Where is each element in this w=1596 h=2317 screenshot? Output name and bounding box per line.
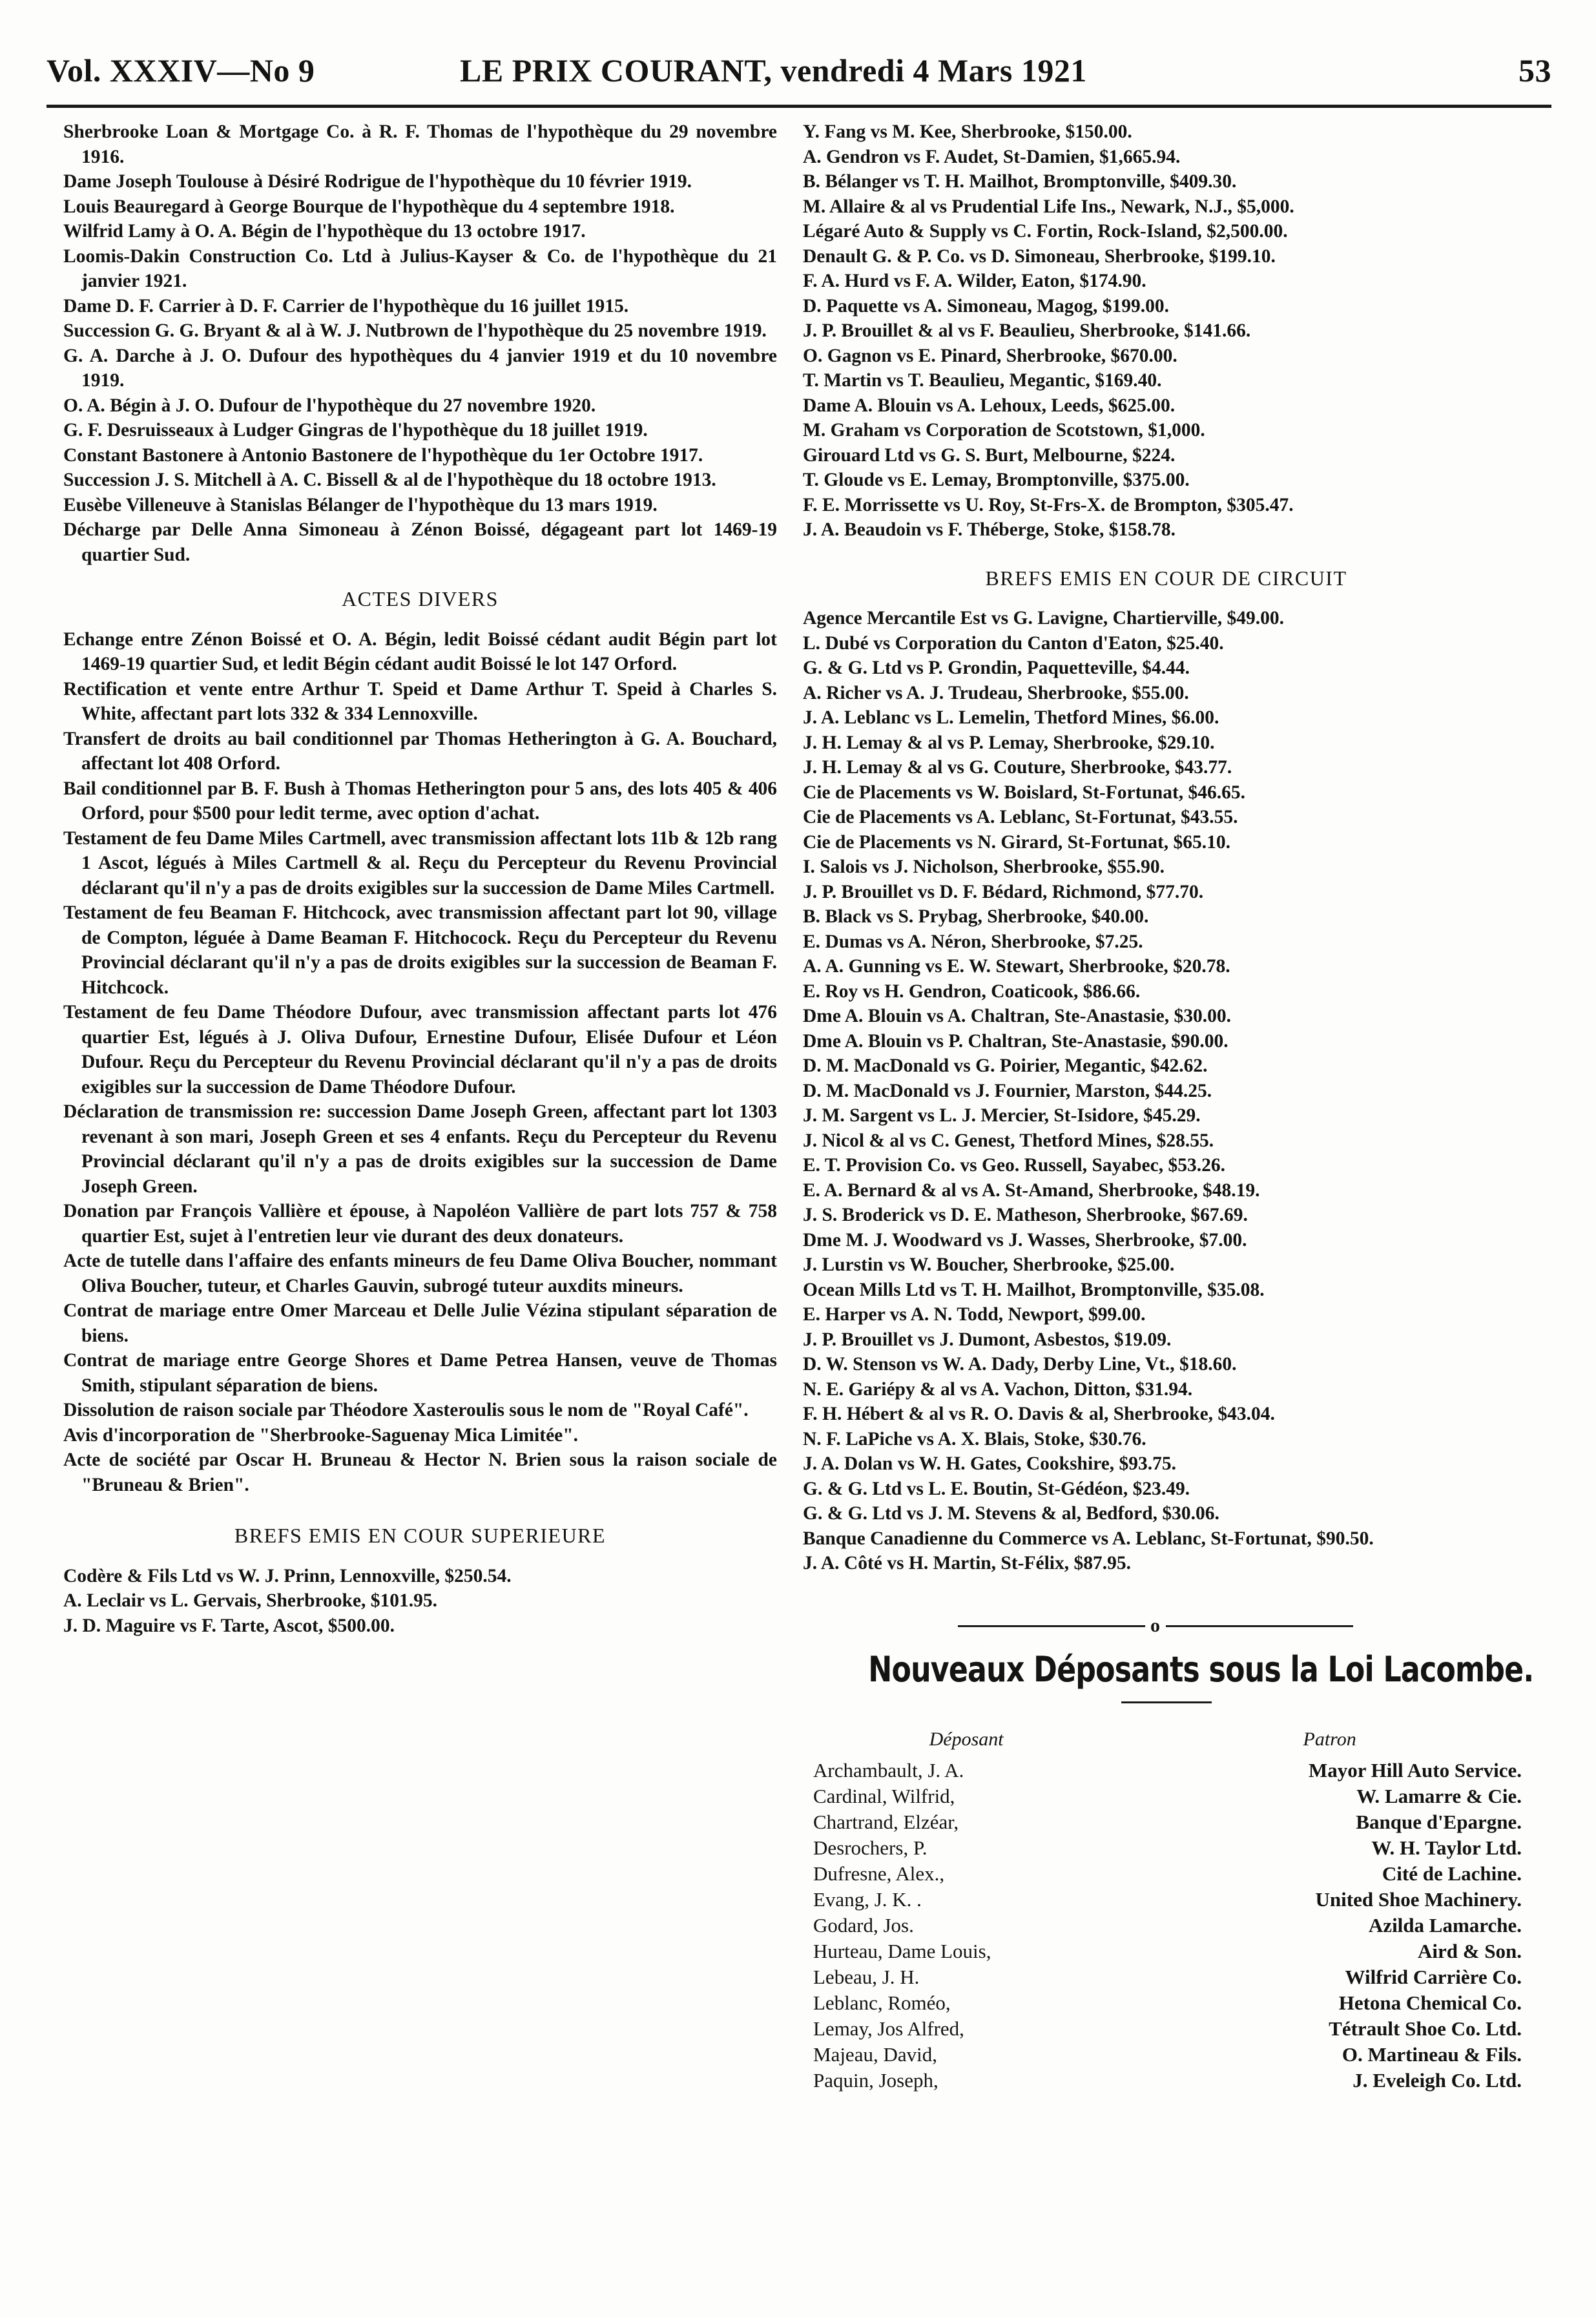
acte-entry: Acte de société par Oscar H. Bruneau & Hector N. Brien sous la raison sociale de "Bruneau & Brien". [63, 1449, 777, 1495]
bref-entry: J. A. Côté vs H. Martin, St-Félix, $87.95. [803, 1553, 1131, 1574]
bref-entry: Dame A. Blouin vs A. Lehoux, Leeds, $625.00. [803, 395, 1176, 416]
divider-line-right [1166, 1625, 1353, 1627]
bref-entry: Banque Canadienne du Commerce vs A. Leblanc, St-Fortunat, $90.50. [803, 1528, 1374, 1549]
hypotheque-entry: Succession J. S. Mitchell à A. C. Bissell & al de l'hypothèque du 18 octobre 1913. [63, 470, 716, 490]
hypotheque-entry: Loomis-Dakin Construction Co. Ltd à Julius-Kayser & Co. de l'hypothèque du 21 janvier 1921. [63, 245, 777, 291]
patron-name: Azilda Lamarche. [1368, 1914, 1522, 1937]
bref-entry: N. F. LaPiche vs A. X. Blais, Stoke, $30.76. [803, 1428, 1146, 1449]
bref-entry: D. W. Stenson vs W. A. Dady, Derby Line, Vt., $18.60. [803, 1354, 1237, 1375]
hypotheque-entry: Eusèbe Villeneuve à Stanislas Bélanger de l'hypothèque du 13 mars 1919. [63, 494, 658, 515]
acte-entry: Acte de tutelle dans l'affaire des enfants mineurs de feu Dame Oliva Boucher, nommant Oliva Boucher, tuteur, et Charles Gauvin, subrogé tuteur auxdits mineurs. [63, 1251, 777, 1296]
acte-entry: Rectification et vente entre Arthur T. Speid et Dame Arthur T. Speid à Charles S. White, affectant part lots 332 & 334 Lennoxville. [63, 678, 777, 724]
bref-entry: Légaré Auto & Supply vs C. Fortin, Rock-Island, $2,500.00. [803, 221, 1288, 242]
bref-entry: Ocean Mills Ltd vs T. H. Mailhot, Bromptonville, $35.08. [803, 1279, 1265, 1300]
bref-entry: Dme A. Blouin vs P. Chaltran, Ste-Anastasie, $90.00. [803, 1030, 1228, 1052]
table-row [803, 1758, 1529, 1783]
table-row [803, 1913, 1529, 1938]
bref-entry: Cie de Placements vs A. Leblanc, St-Fortunat, $43.55. [803, 807, 1238, 827]
bref-entry: A. Gendron vs F. Audet, St-Damien, $1,665.94. [803, 146, 1181, 167]
hypotheque-entry: Wilfrid Lamy à O. A. Bégin de l'hypothèque du 13 octobre 1917. [63, 221, 586, 242]
bref-entry: D. M. MacDonald vs G. Poirier, Megantic, $42.62. [803, 1055, 1208, 1076]
bref-entry: Agence Mercantile Est vs G. Lavigne, Chartierville, $49.00. [803, 608, 1285, 629]
acte-entry: Contrat de mariage entre George Shores et Dame Petrea Hansen, veuve de Thomas Smith, stipulant séparation de biens. [63, 1350, 777, 1396]
bref-entry: J. A. Dolan vs W. H. Gates, Cookshire, $93.75. [803, 1453, 1177, 1474]
volume-number: Vol. XXXIV—No 9 [47, 52, 315, 88]
bref-entry: A. A. Gunning vs E. W. Stewart, Sherbrooke, $20.78. [803, 956, 1230, 977]
hypotheque-entry: Sherbrooke Loan & Mortgage Co. à R. F. Thomas de l'hypothèque du 29 novembre 1916. [63, 121, 777, 167]
acte-entry: Testament de feu Dame Théodore Dufour, avec transmission affectant parts lot 476 quartier Est, légués à J. Oliva Dufour, Ernestine Dufour, Elisée Dufour et Léon Dufour. Reçu du Percepteur du Revenu Provincial déclarant qu'il n'y a pas de droits exigibles sur la succession de Dame Théodore Dufour. [63, 1002, 777, 1097]
deposants-rows [803, 1758, 1529, 2094]
header-rule [47, 105, 1551, 108]
acte-entry: Déclaration de transmission re: succession Dame Joseph Green, affectant part lot 1303 revenant à son mari, Joseph Green et ses 4 enfants. Reçu du Percepteur du Revenu Provincial déclarant qu'il n'y a pas de droits exigibles sur la succession de Dame Joseph Green. [63, 1101, 777, 1197]
bref-entry: B. Black vs S. Prybag, Sherbrooke, $40.00. [803, 906, 1149, 927]
bref-entry: L. Dubé vs Corporation du Canton d'Eaton, $25.40. [803, 632, 1224, 654]
bref-entry: E. Roy vs H. Gendron, Coaticook, $86.66. [803, 981, 1141, 1002]
table-row [803, 2016, 1529, 2042]
hypotheque-entry: Dame D. F. Carrier à D. F. Carrier de l'hypothèque du 16 juillet 1915. [63, 295, 629, 317]
table-row [803, 1990, 1529, 2016]
bref-entry: J. A. Leblanc vs L. Lemelin, Thetford Mines, $6.00. [803, 707, 1219, 728]
deposants-table [803, 1727, 1529, 2094]
patron-name: Banque d'Epargne. [1356, 1811, 1522, 1833]
patron-name: Wilfrid Carrière Co. [1345, 1966, 1522, 1988]
actes-divers-heading: ACTES DIVERS [342, 587, 499, 610]
bref-entry: J. H. Lemay & al vs G. Couture, Sherbrooke, $43.77. [803, 757, 1232, 778]
bref-entry: J. H. Lemay & al vs P. Lemay, Sherbrooke, $29.10. [803, 732, 1215, 753]
bref-entry: Dme A. Blouin vs A. Chaltran, Ste-Anastasie, $30.00. [803, 1006, 1231, 1026]
hypotheque-entry: Succession G. G. Bryant & al à W. J. Nutbrown de l'hypothèque du 25 novembre 1919. [63, 320, 767, 341]
patron-name: Tétrault Shoe Co. Ltd. [1329, 2017, 1522, 2040]
deposant-name: Godard, Jos. [813, 1914, 914, 1937]
left-column [63, 119, 777, 1638]
hypotheque-entry: Dame Joseph Toulouse à Désiré Rodrigue de l'hypothèque du 10 février 1919. [63, 171, 692, 192]
deposant-name: Lebeau, J. H. [813, 1966, 920, 1988]
bref-entry: Codère & Fils Ltd vs W. J. Prinn, Lennoxville, $250.54. [63, 1565, 512, 1586]
deposant-name: Paquin, Joseph, [813, 2069, 938, 2092]
bref-entry: D. M. MacDonald vs J. Fournier, Marston, $44.25. [803, 1080, 1212, 1101]
table-row [803, 2042, 1529, 2068]
table-row [803, 1861, 1529, 1887]
bref-entry: Girouard Ltd vs G. S. Burt, Melbourne, $224. [803, 444, 1176, 466]
deposant-name: Hurteau, Dame Louis, [813, 1940, 991, 1962]
cour-circuit-list [803, 606, 1529, 1576]
deposant-name: Evang, J. K. . [813, 1888, 922, 1911]
patron-name: Mayor Hill Auto Service. [1308, 1759, 1522, 1782]
bref-entry: J. P. Brouillet & al vs F. Beaulieu, Sherbrooke, $141.66. [803, 320, 1251, 341]
divider-line-left [958, 1625, 1145, 1627]
newspaper-title-date: LE PRIX COURANT, vendredi 4 Mars 1921 [460, 52, 1087, 88]
table-row [803, 1964, 1529, 1990]
patron-name: J. Eveleigh Co. Ltd. [1352, 2069, 1522, 2092]
bref-entry: A. Leclair vs L. Gervais, Sherbrooke, $101.95. [63, 1590, 438, 1611]
table-row [803, 1938, 1529, 1964]
acte-entry: Dissolution de raison sociale par Théodore Xasteroulis sous le nom de "Royal Café". [63, 1400, 749, 1420]
bref-entry: Y. Fang vs M. Kee, Sherbrooke, $150.00. [803, 121, 1132, 142]
patron-name: W. H. Taylor Ltd. [1371, 1836, 1522, 1859]
bref-entry: Cie de Placements vs W. Boislard, St-Fortunat, $46.65. [803, 782, 1246, 803]
bref-entry: T. Gloude vs E. Lemay, Bromptonville, $375.00. [803, 470, 1190, 490]
acte-entry: Donation par François Vallière et épouse, à Napoléon Vallière de part lots 757 & 758 quartier Est, sujet à l'entretien leur vie durant des deux donateurs. [63, 1201, 777, 1247]
cour-superieure-list [63, 1564, 777, 1639]
deposants-title: Nouveaux Déposants sous la Loi Lacombe. [868, 1648, 1534, 1690]
patron-name: W. Lamarre & Cie. [1356, 1785, 1522, 1807]
bref-entry: B. Bélanger vs T. H. Mailhot, Bromptonville, $409.30. [803, 171, 1237, 192]
bref-entry: E. T. Provision Co. vs Geo. Russell, Sayabec, $53.26. [803, 1155, 1225, 1176]
bref-entry: G. & G. Ltd vs L. E. Boutin, St-Gédéon, $23.49. [803, 1478, 1190, 1499]
bref-entry: Dme M. J. Woodward vs J. Wasses, Sherbrooke, $7.00. [803, 1229, 1247, 1251]
bref-entry: M. Graham vs Corporation de Scotstown, $1,000. [803, 420, 1205, 441]
patron-name: Hetona Chemical Co. [1338, 1991, 1522, 2014]
deposant-name: Archambault, J. A. [813, 1759, 964, 1782]
bref-entry: J. Lurstin vs W. Boucher, Sherbrooke, $25.00. [803, 1254, 1175, 1275]
bref-entry: E. Harper vs A. N. Todd, Newport, $99.00. [803, 1304, 1146, 1325]
bref-entry: T. Martin vs T. Beaulieu, Megantic, $169.40. [803, 370, 1162, 391]
hypotheque-entry: Louis Beauregard à George Bourque de l'hypothèque du 4 septembre 1918. [63, 196, 675, 217]
brefs-continued-list [803, 119, 1529, 543]
bref-entry: Cie de Placements vs N. Girard, St-Fortunat, $65.10. [803, 831, 1231, 853]
bref-entry: F. A. Hurd vs F. A. Wilder, Eaton, $174.90. [803, 271, 1146, 291]
acte-entry: Contrat de mariage entre Omer Marceau et Delle Julie Vézina stipulant séparation de biens. [63, 1300, 777, 1346]
section-divider [803, 1612, 1529, 1638]
right-column [803, 119, 1534, 2094]
bref-entry: M. Allaire & al vs Prudential Life Ins., Newark, N.J., $5,000. [803, 196, 1294, 217]
hypotheque-entry: Décharge par Delle Anna Simoneau à Zénon Boissé, dégageant part lot 1469-19 quartier Sud. [63, 519, 777, 565]
cour-circuit-heading: BREFS EMIS EN COUR DE CIRCUIT [985, 566, 1347, 590]
acte-entry: Testament de feu Dame Miles Cartmell, avec transmission affectant lots 11b & 12b rang 1 Ascot, légués à Miles Cartmell & al. Reçu du Percepteur du Revenu Provincial déclarant qu'il n'y a pas de droits exigibles sur la succession de Dame Miles Cartmell. [63, 827, 777, 899]
divider-mark: o [1150, 1614, 1160, 1636]
bref-entry: N. E. Gariépy & al vs A. Vachon, Ditton, $31.94. [803, 1378, 1193, 1400]
patron-name: O. Martineau & Fils. [1342, 2043, 1522, 2066]
acte-entry: Echange entre Zénon Boissé et O. A. Bégin, ledit Boissé cédant audit Bégin part lot 1469-19 quartier Sud, et ledit Bégin cédant audit Boissé le lot 147 Orford. [63, 629, 777, 674]
acte-entry: Bail conditionnel par B. F. Bush à Thomas Hetherington pour 5 ans, des lots 405 & 406 Orford, pour $500 pour ledit terme, avec option d'achat. [63, 778, 777, 824]
table-row [803, 1887, 1529, 1913]
cour-superieure-heading: BREFS EMIS EN COUR SUPERIEURE [234, 1524, 606, 1547]
bref-entry: J. D. Maguire vs F. Tarte, Ascot, $500.00. [63, 1615, 395, 1636]
table-header-row [803, 1727, 1529, 1758]
hypotheque-entry: Constant Bastonere à Antonio Bastonere de l'hypothèque du 1er Octobre 1917. [63, 444, 703, 466]
hypotheque-entry: G. A. Darche à J. O. Dufour des hypothèques du 4 janvier 1919 et du 10 novembre 1919. [63, 345, 777, 391]
bref-entry: J. Nicol & al vs C. Genest, Thetford Mines, $28.55. [803, 1130, 1214, 1151]
bref-entry: Denault G. & P. Co. vs D. Simoneau, Sherbrooke, $199.10. [803, 245, 1276, 267]
bref-entry: G. & G. Ltd vs P. Grondin, Paquetteville, $4.44. [803, 658, 1190, 678]
deposant-name: Lemay, Jos Alfred, [813, 2017, 964, 2040]
bref-entry: E. Dumas vs A. Néron, Sherbrooke, $7.25. [803, 931, 1143, 952]
deposant-name: Cardinal, Wilfrid, [813, 1785, 955, 1807]
deposant-name: Majeau, David, [813, 2043, 937, 2066]
hypotheque-entry: G. F. Desruisseaux à Ludger Gingras de l'hypothèque du 18 juillet 1919. [63, 420, 648, 441]
bref-entry: I. Salois vs J. Nicholson, Sherbrooke, $55.90. [803, 857, 1165, 877]
hypotheque-entry: O. A. Bégin à J. O. Dufour de l'hypothèque du 27 novembre 1920. [63, 395, 596, 416]
patron-name: United Shoe Machinery. [1315, 1888, 1522, 1911]
page-header [47, 52, 1551, 103]
column-header-deposant: Déposant [929, 1729, 1004, 1750]
bref-entry: D. Paquette vs A. Simoneau, Magog, $199.00. [803, 295, 1170, 317]
bref-entry: J. A. Beaudoin vs F. Théberge, Stoke, $158.78. [803, 519, 1176, 540]
bref-entry: F. E. Morrissette vs U. Roy, St-Frs-X. de Brompton, $305.47. [803, 494, 1294, 515]
bref-entry: E. A. Bernard & al vs A. St-Amand, Sherbrooke, $48.19. [803, 1179, 1260, 1201]
column-header-patron: Patron [1303, 1729, 1356, 1750]
bref-entry: G. & G. Ltd vs J. M. Stevens & al, Bedford, $30.06. [803, 1503, 1219, 1524]
table-row [803, 1835, 1529, 1861]
deposant-name: Desrochers, P. [813, 1836, 928, 1859]
deposant-name: Leblanc, Roméo, [813, 1991, 951, 2014]
bref-entry: J. S. Broderick vs D. E. Matheson, Sherbrooke, $67.69. [803, 1205, 1248, 1225]
bref-entry: J. P. Brouillet vs J. Dumont, Asbestos, $19.09. [803, 1329, 1172, 1350]
patron-name: Cité de Lachine. [1382, 1862, 1522, 1885]
deposant-name: Chartrand, Elzéar, [813, 1811, 959, 1833]
table-row [803, 1809, 1529, 1835]
actes-divers-list [63, 627, 777, 1498]
bref-entry: A. Richer vs A. J. Trudeau, Sherbrooke, $55.00. [803, 682, 1189, 703]
bref-entry: F. H. Hébert & al vs R. O. Davis & al, Sherbrooke, $43.04. [803, 1404, 1275, 1424]
acte-entry: Avis d'incorporation de "Sherbrooke-Saguenay Mica Limitée". [63, 1424, 579, 1446]
acte-entry: Testament de feu Beaman F. Hitchcock, avec transmission affectant part lot 90, village de Compton, léguée à Dame Beaman F. Hitchocock. Reçu du Percepteur du Revenu Provincial déclarant qu'il n'y a pas de droits exigibles sur la succession de Beaman F. Hitchcock. [63, 902, 777, 998]
acte-entry: Transfert de droits au bail conditionnel par Thomas Hetherington à G. A. Bouchard, affectant lot 408 Orford. [63, 728, 777, 774]
bref-entry: O. Gagnon vs E. Pinard, Sherbrooke, $670.00. [803, 345, 1177, 366]
hypotheque-list [63, 119, 777, 567]
table-row [803, 1783, 1529, 1809]
table-row [803, 2068, 1529, 2094]
bref-entry: J. M. Sargent vs L. J. Mercier, St-Isidore, $45.29. [803, 1105, 1201, 1126]
deposant-name: Dufresne, Alex., [813, 1862, 945, 1885]
title-rule [1121, 1701, 1212, 1703]
patron-name: Aird & Son. [1417, 1940, 1522, 1962]
bref-entry: J. P. Brouillet vs D. F. Bédard, Richmond, $77.70. [803, 881, 1204, 902]
page-number: 53 [1518, 52, 1551, 88]
